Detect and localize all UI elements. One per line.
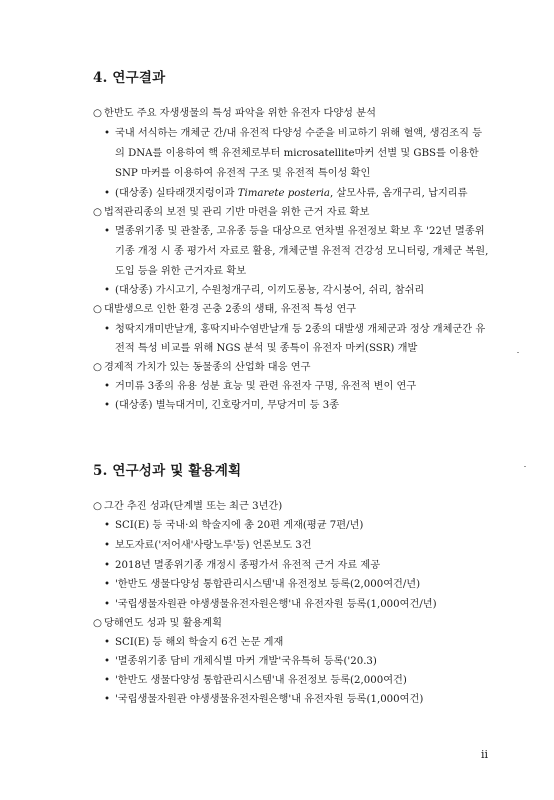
dot-bullet-icon: • [104, 599, 111, 610]
scan-speck [517, 352, 519, 353]
dot-bullet-icon: • [104, 381, 111, 392]
s4-line-5: ○ 법적관리종의 보전 및 관리 기반 마련을 위한 근거 자료 확보 [93, 207, 370, 218]
s5-line-0: ○ 그간 추진 성과(단계별 또는 최근 3년간) [93, 501, 283, 512]
dot-bullet-icon: • [104, 560, 111, 571]
s4-line-15: • (대상종) 별늑대거미, 긴호랑거미, 무당거미 등 3종 [104, 400, 340, 411]
scan-speck [524, 466, 526, 467]
s4-line-6: • 멸종위기종 및 관찰종, 고유종 등을 대상으로 연차별 유전정보 확보 후 '22년 멸종위 [104, 226, 485, 237]
s5-line-3: • 2018년 멸종위기종 개정시 종평가서 유전적 근거 자료 제공 [104, 560, 381, 571]
s4-line-8: 도입 등을 위한 근거자료 확보 [115, 266, 247, 277]
dot-bullet-icon: • [104, 637, 111, 648]
section-4-heading: 4. 연구결과 [93, 70, 166, 86]
dot-bullet-icon: • [104, 675, 111, 686]
s4-line-13: ○ 경제적 가치가 있는 동물종의 산업화 대응 연구 [93, 362, 311, 373]
s5-line-2: • 보도자료('저어새'사랑노루'등) 언론보도 3건 [104, 540, 312, 551]
s4-line-2: 의 DNA를 이용하여 핵 유전체로부터 microsatellite마커 선별 및 GBS를 이용한 [115, 148, 479, 159]
dot-bullet-icon: • [104, 540, 111, 551]
circle-bullet-icon: ○ [93, 108, 102, 119]
s4-line-12: 전적 특성 비교를 위해 NGS 분석 및 종특이 유전자 마커(SSR) 개발 [115, 343, 418, 354]
s5-line-1: • SCI(E) 등 국내·외 학술지에 총 20편 게재(평균 7편/년) [104, 520, 364, 531]
dot-bullet-icon: • [104, 520, 111, 531]
s4-line-4: • (대상종) 실타래갯지렁이과 Timarete posteria, 살모사류, 옴개구리, 납지리류 [104, 188, 468, 199]
s4-line-1: • 국내 서식하는 개체군 간/내 유전적 다양성 수준을 비교하기 위해 혈액, 생검조직 등 [104, 128, 483, 139]
s5-line-8: • '멸종위기종 담비 개체식별 마커 개발'국유특허 등록('20.3) [104, 656, 377, 667]
circle-bullet-icon: ○ [93, 362, 102, 373]
s4-line-10: ○ 대발생으로 인한 환경 곤충 2종의 생태, 유전적 특성 연구 [93, 304, 357, 315]
s4-line-14: • 거미류 3종의 유용 성분 효능 및 관련 유전자 구명, 유전적 변이 연구 [104, 381, 417, 392]
s4-line-9: • (대상종) 가시고기, 수원청개구리, 이끼도롱뇽, 각시붕어, 쉬리, 참쉬리 [104, 285, 425, 296]
dot-bullet-icon: • [104, 400, 111, 411]
circle-bullet-icon: ○ [93, 207, 102, 218]
circle-bullet-icon: ○ [93, 618, 102, 629]
dot-bullet-icon: • [104, 226, 111, 237]
dot-bullet-icon: • [104, 579, 111, 590]
s5-line-5: • '국립생물자원관 야생생물유전자원은행'내 유전자원 등록(1,000여건/년) [104, 599, 437, 610]
s5-line-6: ○ 당해연도 성과 및 활용계획 [93, 618, 222, 629]
dot-bullet-icon: • [104, 324, 111, 335]
s4-line-7: 기종 개정 시 종 평가서 자료로 활용, 개체군별 유전적 건강성 모니터링, 개체군 복원, [115, 246, 489, 257]
s5-line-9: • '한반도 생물다양성 통합관리시스템'내 유전정보 등록(2,000여건) [104, 675, 407, 686]
s4-line-11: • 청딱지개미반날개, 홍딱지바수염반날개 등 2종의 대발생 개체군과 정상 개체군간 유 [104, 324, 486, 335]
s5-line-4: • '한반도 생물다양성 통합관리시스템'내 유전정보 등록(2,000여건/년) [104, 579, 421, 590]
section-5-heading: 5. 연구성과 및 활용계획 [93, 463, 242, 479]
s5-line-7: • SCI(E) 등 해외 학술지 6건 논문 게재 [104, 637, 284, 648]
s4-line-0: ○ 한반도 주요 자생생물의 특성 파악을 위한 유전자 다양성 분석 [93, 108, 376, 119]
s5-line-10: • '국립생물자원관 야생생물유전자원은행'내 유전자원 등록(1,000여건) [104, 694, 424, 705]
dot-bullet-icon: • [104, 188, 111, 199]
dot-bullet-icon: • [104, 694, 111, 705]
page-number: ii [481, 748, 489, 761]
s4-line-3: SNP 마커를 이용하여 유전적 구조 및 유전적 특이성 확인 [115, 168, 371, 179]
circle-bullet-icon: ○ [93, 304, 102, 315]
dot-bullet-icon: • [104, 656, 111, 667]
circle-bullet-icon: ○ [93, 501, 102, 512]
dot-bullet-icon: • [104, 285, 111, 296]
dot-bullet-icon: • [104, 128, 111, 139]
